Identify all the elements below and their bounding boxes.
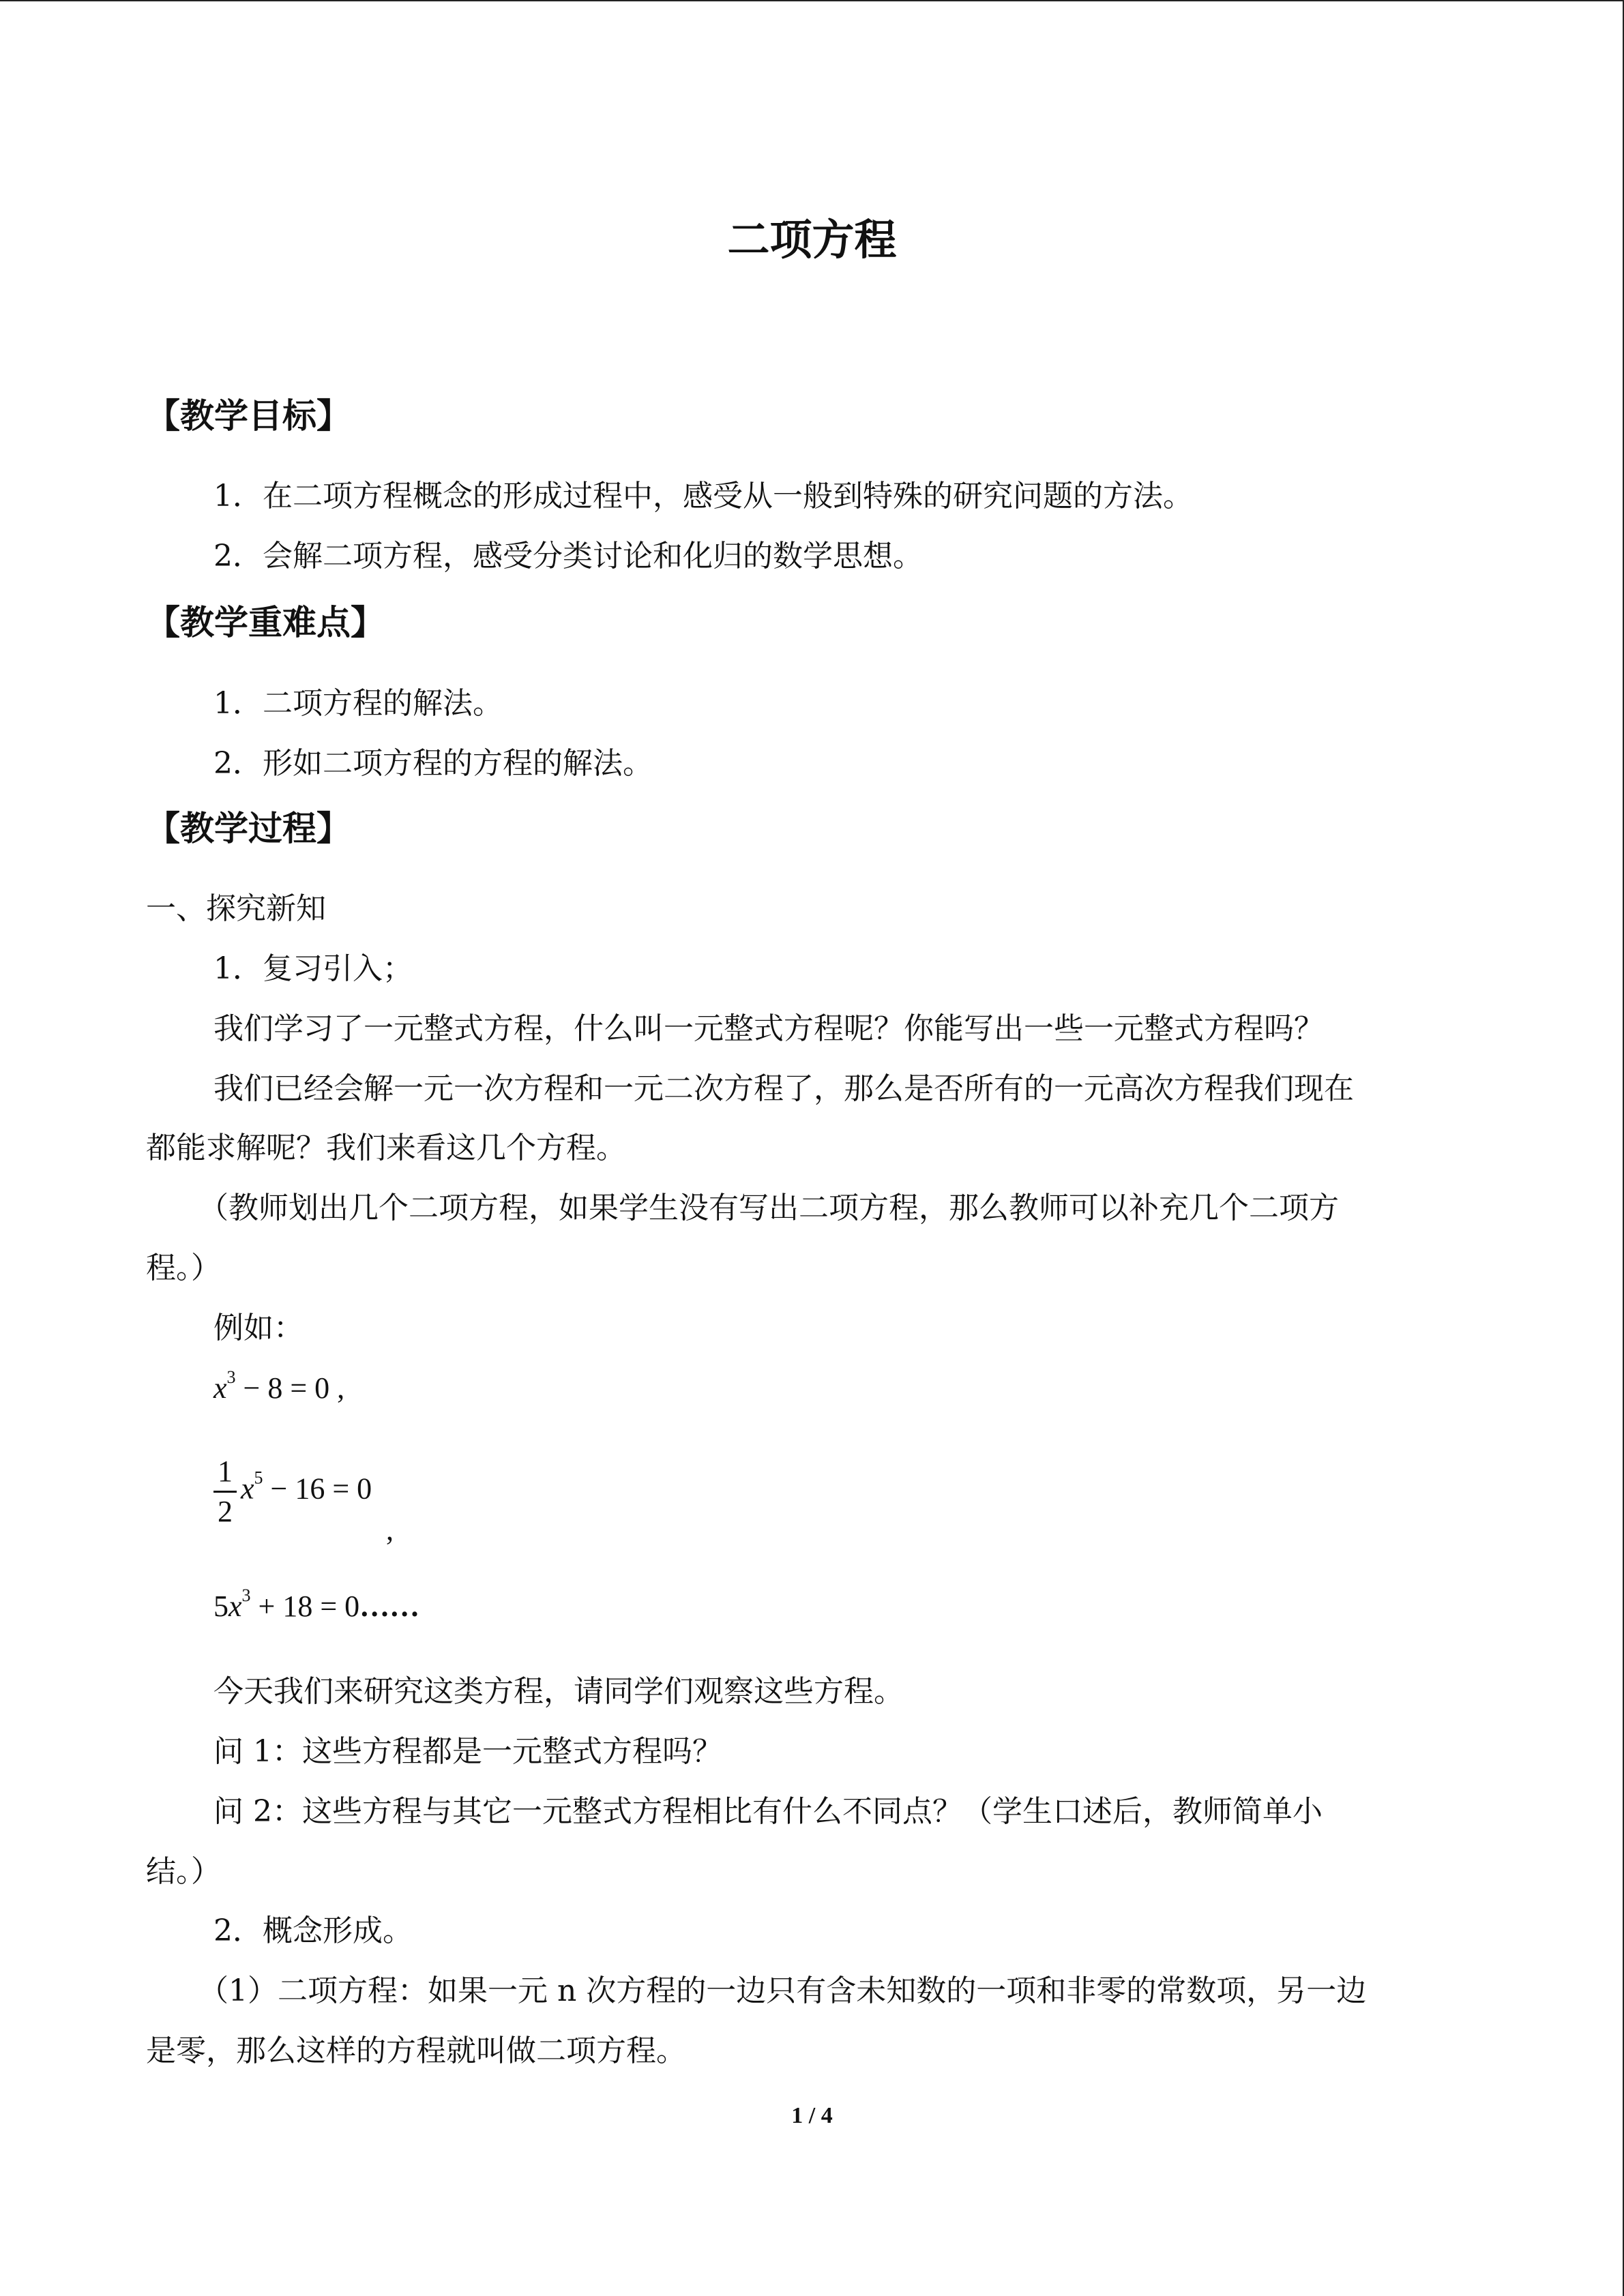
question-2-line-1: 问 2：这些方程与其它一元整式方程相比有什么不同点？（学生口述后，教师简单小	[213, 1794, 1323, 1829]
definition-line-1: （1）二项方程：如果一元 n 次方程的一边只有含未知数的一项和非零的常数项，另一边	[198, 1973, 1367, 2008]
concept-title: 2．概念形成。	[213, 1913, 413, 1948]
heading-key-points: 【教学重难点】	[146, 603, 385, 642]
definition-line-2: 是零，那么这样的方程就叫做二项方程。	[146, 2033, 686, 2068]
paragraph-2-line-2: 都能求解呢？我们来看这几个方程。	[146, 1131, 626, 1165]
fraction-one-half	[213, 1452, 237, 1531]
equation-3-rest: + 18 = 0	[250, 1590, 360, 1623]
review-title: 1．复习引入；	[213, 951, 413, 986]
equation-2	[213, 1452, 372, 1531]
equation-1-separator: ,	[329, 1371, 345, 1405]
equation-3-ellipsis: ……	[359, 1590, 420, 1623]
paragraph-3-line-2: 程。）	[146, 1251, 221, 1285]
equation-3	[213, 1585, 419, 1628]
paragraph-3-line-1: （教师划出几个二项方程，如果学生没有写出二项方程，那么教师可以补充几个二项方	[198, 1191, 1339, 1225]
fraction-numerator: 1	[213, 1452, 237, 1493]
example-label: 例如：	[213, 1311, 304, 1345]
paragraph-4: 今天我们来研究这类方程，请同学们观察这些方程。	[213, 1674, 904, 1709]
equation-1-rest: − 8 = 0	[235, 1371, 330, 1405]
page-number: 1 / 4	[791, 2103, 833, 2128]
paragraph-1: 我们学习了一元整式方程，什么叫一元整式方程呢？你能写出一些一元整式方程吗？	[213, 1011, 1324, 1046]
document-title: 二项方程	[727, 215, 897, 265]
equation-2-rest: − 16 = 0	[263, 1472, 372, 1506]
equation-1-exponent: 3	[226, 1367, 236, 1387]
equation-3-variable: x	[228, 1590, 242, 1623]
key-point-item-1: 1．二项方程的解法。	[213, 686, 503, 721]
fraction-denominator: 2	[218, 1495, 233, 1528]
equation-2-exponent: 5	[254, 1467, 263, 1488]
question-1: 问 1：这些方程都是一元整式方程吗？	[213, 1734, 722, 1769]
goal-item-2: 2．会解二项方程，感受分类讨论和化归的数学思想。	[213, 539, 923, 573]
equation-2-separator: ,	[386, 1513, 394, 1547]
question-2-line-2: 结。）	[146, 1854, 221, 1889]
part1-title: 一、探究新知	[146, 891, 326, 926]
equation-3-exponent: 3	[241, 1585, 251, 1605]
equation-2-variable: x	[241, 1472, 254, 1506]
equation-1	[213, 1367, 344, 1410]
paragraph-2-line-1: 我们已经会解一元一次方程和一元二次方程了，那么是否所有的一元高次方程我们现在	[213, 1071, 1354, 1106]
goal-item-1: 1．在二项方程概念的形成过程中，感受从一般到特殊的研究问题的方法。	[213, 479, 1193, 513]
equation-3-coefficient: 5	[213, 1590, 228, 1623]
heading-teaching-process: 【教学过程】	[146, 809, 351, 848]
equation-1-variable: x	[213, 1371, 227, 1405]
heading-teaching-goals: 【教学目标】	[146, 396, 351, 436]
key-point-item-2: 2．形如二项方程的方程的解法。	[213, 746, 653, 781]
